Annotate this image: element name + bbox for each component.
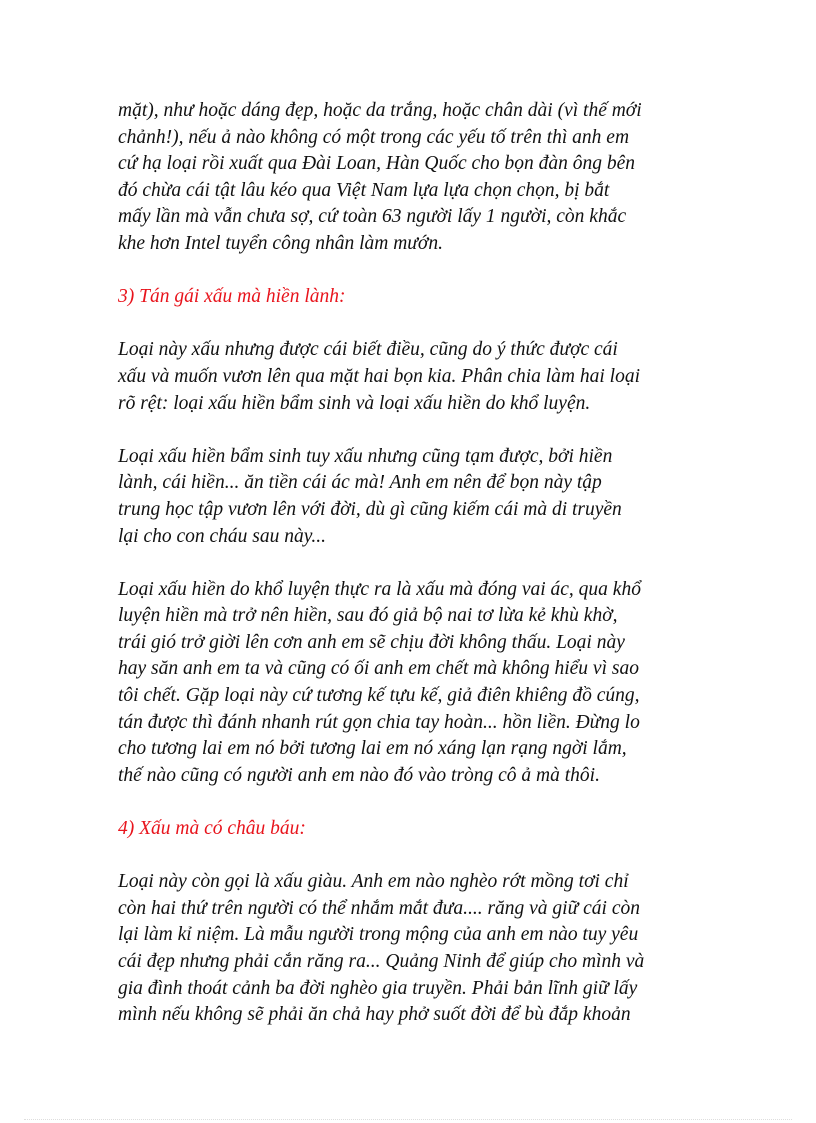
text-line: gia đình thoát cảnh ba đời nghèo gia truyền. Phải bản lĩnh giữ lấy: [118, 977, 638, 999]
text-line: Loại xấu hiền do khổ luyện thực ra là xấu mà đóng vai ác, qua khổ: [118, 578, 641, 600]
text-line: mấy lần mà vẫn chưa sợ, cứ toàn 63 người lấy 1 người, còn khắc: [118, 206, 627, 228]
paragraph-2: [118, 337, 708, 417]
text-line: trung học tập vươn lên với đời, dù gì cũng kiếm cái mà di truyền: [118, 498, 622, 520]
paragraph-1: [118, 98, 708, 258]
document-body: [118, 98, 708, 1055]
paragraph-4: [118, 577, 708, 790]
text-line: khe hơn Intel tuyển công nhân làm mướn.: [118, 232, 443, 254]
text-line: Loại này còn gọi là xấu giàu. Anh em nào nghèo rớt mồng tơi chỉ: [118, 871, 629, 893]
text-line: rõ rệt: loại xấu hiền bẩm sinh và loại xấu hiền do khổ luyện.: [118, 392, 591, 414]
text-line: tôi chết. Gặp loại này cứ tương kế tựu kế, giả điên khiêng đồ cúng,: [118, 685, 640, 707]
text-line: lành, cái hiền... ăn tiền cái ác mà! Anh em nên để bọn này tập: [118, 472, 602, 494]
text-line: lại cho con cháu sau này...: [118, 525, 326, 547]
text-line: tán được thì đánh nhanh rút gọn chia tay hoàn... hồn liền. Đừng lo: [118, 711, 640, 733]
text-line: lại làm kỉ niệm. Là mẫu người trong mộng của anh em nào tuy yêu: [118, 924, 639, 946]
text-line: thế nào cũng có người anh em nào đó vào tròng cô ả mà thôi.: [118, 764, 600, 786]
text-line: cho tương lai em nó bởi tương lai em nó xáng lạn rạng ngời lắm,: [118, 738, 627, 760]
heading-text: 4) Xấu mà có châu báu:: [118, 818, 306, 840]
text-line: đó chừa cái tật lâu kéo qua Việt Nam lựa lựa chọn chọn, bị bắt: [118, 179, 610, 201]
section-heading-3: [118, 284, 708, 311]
text-line: chảnh!), nếu ả nào không có một trong các yếu tố trên thì anh em: [118, 126, 630, 148]
text-line: luyện hiền mà trở nên hiền, sau đó giả bộ nai tơ lừa kẻ khù khờ,: [118, 605, 618, 627]
paragraph-3: [118, 444, 708, 550]
text-line: xấu và muốn vươn lên qua mặt hai bọn kia. Phân chia làm hai loại: [118, 365, 641, 387]
page-bottom-edge: [24, 1119, 792, 1120]
section-heading-4: [118, 816, 708, 843]
text-line: cái đẹp nhưng phải cắn răng ra... Quảng Ninh để giúp cho mình và: [118, 951, 645, 972]
text-line: hay săn anh em ta và cũng có ối anh em chết mà không hiểu vì sao: [118, 658, 639, 680]
text-line: cứ hạ loại rồi xuất qua Đài Loan, Hàn Quốc cho bọn đàn ông bên: [118, 153, 636, 175]
text-line: mình nếu không sẽ phải ăn chả hay phở suốt đời để bù đắp khoản: [118, 1004, 631, 1026]
text-line: Loại xấu hiền bẩm sinh tuy xấu nhưng cũng tạm được, bởi hiền: [118, 445, 613, 467]
text-line: mặt), như hoặc dáng đẹp, hoặc da trắng, hoặc chân dài (vì thế mới: [118, 100, 642, 121]
paragraph-5: [118, 869, 708, 1029]
text-line: Loại này xấu nhưng được cái biết điều, cũng do ý thức được cái: [118, 339, 618, 361]
text-line: còn hai thứ trên người có thể nhắm mắt đưa.... răng và giữ cái còn: [118, 897, 640, 919]
heading-text: 3) Tán gái xấu mà hiền lành:: [118, 286, 346, 308]
text-line: trái gió trở giời lên cơn anh em sẽ chịu đời không thấu. Loại này: [118, 631, 625, 653]
